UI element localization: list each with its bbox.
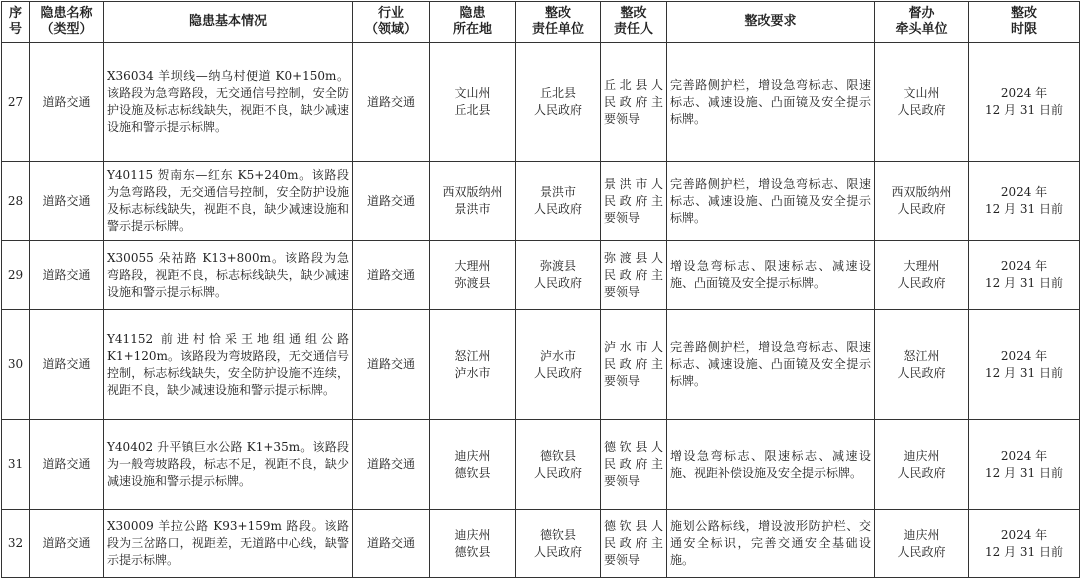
- row-deadline: 2024 年 12 月 31 日前: [969, 241, 1080, 310]
- header-person: 整改 责任人: [601, 2, 667, 43]
- row-deadline: 2024 年 12 月 31 日前: [969, 162, 1080, 241]
- hazard-table: [1, 1, 1080, 578]
- row-person: 德钦县人民政府主要领导: [601, 420, 667, 510]
- header-lead: 督办 牵头单位: [875, 2, 969, 43]
- row-person: 德钦县人民政府主要领导: [601, 510, 667, 578]
- row-person: 弥渡县人民政府主要领导: [601, 241, 667, 310]
- row-req: 施划公路标线，增设波形防护栏、交通安全标识，完善交通安全基础设施。: [667, 510, 875, 578]
- row-location: 西双版纳州 景洪市: [430, 162, 516, 241]
- row-no: 27: [2, 43, 30, 162]
- header-no: 序 号: [2, 2, 30, 43]
- row-lead: 迪庆州 人民政府: [875, 510, 969, 578]
- row-name: 道路交通: [30, 162, 104, 241]
- row-deadline: 2024 年 12 月 31 日前: [969, 420, 1080, 510]
- header-unit: 整改 责任单位: [516, 2, 601, 43]
- table-row: [2, 420, 1080, 510]
- row-req: 完善路侧护栏，增设急弯标志、限速标志、减速设施、凸面镜及安全提示标牌。: [667, 43, 875, 162]
- row-industry: 道路交通: [353, 162, 430, 241]
- table-row: [2, 241, 1080, 310]
- row-lead: 迪庆州 人民政府: [875, 420, 969, 510]
- row-industry: 道路交通: [353, 510, 430, 578]
- row-lead: 文山州 人民政府: [875, 43, 969, 162]
- header-industry: 行业 （领域）: [353, 2, 430, 43]
- row-deadline: 2024 年 12 月 31 日前: [969, 510, 1080, 578]
- row-location: 怒江州 泸水市: [430, 310, 516, 420]
- row-desc: Y40402 升平镇巨水公路 K1+35m。该路段为一般弯坡路段，标志不足，视距不良，缺少减速设施和警示提示标牌。: [104, 420, 353, 510]
- row-name: 道路交通: [30, 310, 104, 420]
- row-industry: 道路交通: [353, 43, 430, 162]
- row-req: 增设急弯标志、限速标志、减速设施、视距补偿设施及安全提示标牌。: [667, 420, 875, 510]
- row-unit: 弥渡县 人民政府: [516, 241, 601, 310]
- row-location: 迪庆州 德钦县: [430, 420, 516, 510]
- row-unit: 泸水市 人民政府: [516, 310, 601, 420]
- row-no: 29: [2, 241, 30, 310]
- row-unit: 丘北县 人民政府: [516, 43, 601, 162]
- row-desc: X30009 羊拉公路 K93+159m 路段。该路段为三岔路口，视距差，无道路中心线，缺警示提示标牌。: [104, 510, 353, 578]
- row-unit: 德钦县 人民政府: [516, 510, 601, 578]
- row-desc: Y41152 前进村恰采王地组通组公路 K1+120m。该路段为弯坡路段，无交通信号控制，标志标线缺失，安全防护设施不连续，视距不良，缺少减速设施和警示提示标牌。: [104, 310, 353, 420]
- row-desc: Y40115 贺南东—红东 K5+240m。该路段为急弯路段，无交通信号控制，安全防护设施及标志标线缺失，视距不良，缺少减速设施和警示提示标牌。: [104, 162, 353, 241]
- row-name: 道路交通: [30, 510, 104, 578]
- row-industry: 道路交通: [353, 310, 430, 420]
- row-no: 32: [2, 510, 30, 578]
- table-row: [2, 310, 1080, 420]
- row-deadline: 2024 年 12 月 31 日前: [969, 310, 1080, 420]
- row-lead: 大理州 人民政府: [875, 241, 969, 310]
- row-desc: X30055 朵祜路 K13+800m。该路段为急弯路段，视距不良，标志标线缺失，缺少减速设施和警示提示标牌。: [104, 241, 353, 310]
- row-lead: 西双版纳州 人民政府: [875, 162, 969, 241]
- row-deadline: 2024 年 12 月 31 日前: [969, 43, 1080, 162]
- row-desc: X36034 羊坝线—纳乌村便道 K0+150m。该路段为急弯路段，无交通信号控制，安全防护设施及标志标线缺失，视距不良，缺少减速设施和警示提示标牌。: [104, 43, 353, 162]
- row-name: 道路交通: [30, 241, 104, 310]
- table-row: [2, 510, 1080, 578]
- row-person: 丘北县人民政府主要领导: [601, 43, 667, 162]
- row-no: 31: [2, 420, 30, 510]
- row-industry: 道路交通: [353, 241, 430, 310]
- row-no: 30: [2, 310, 30, 420]
- row-req: 增设急弯标志、限速标志、减速设施、凸面镜及安全提示标牌。: [667, 241, 875, 310]
- row-unit: 德钦县 人民政府: [516, 420, 601, 510]
- row-person: 景洪市人民政府主要领导: [601, 162, 667, 241]
- row-req: 完善路侧护栏，增设急弯标志、限速标志、减速设施、凸面镜及安全提示标牌。: [667, 310, 875, 420]
- row-unit: 景洪市 人民政府: [516, 162, 601, 241]
- row-location: 迪庆州 德钦县: [430, 510, 516, 578]
- header-name: 隐患名称 （类型）: [30, 2, 104, 43]
- row-industry: 道路交通: [353, 420, 430, 510]
- row-no: 28: [2, 162, 30, 241]
- row-location: 文山州 丘北县: [430, 43, 516, 162]
- row-location: 大理州 弥渡县: [430, 241, 516, 310]
- header-row: [2, 2, 1080, 43]
- row-name: 道路交通: [30, 43, 104, 162]
- header-deadline: 整改 时限: [969, 2, 1080, 43]
- header-req: 整改要求: [667, 2, 875, 43]
- header-desc: 隐患基本情况: [104, 2, 353, 43]
- table-row: [2, 162, 1080, 241]
- row-name: 道路交通: [30, 420, 104, 510]
- header-location: 隐患 所在地: [430, 2, 516, 43]
- table-row: [2, 43, 1080, 162]
- row-lead: 怒江州 人民政府: [875, 310, 969, 420]
- row-req: 完善路侧护栏，增设急弯标志、限速标志、减速设施、凸面镜及安全提示标牌。: [667, 162, 875, 241]
- row-person: 泸水市人民政府主要领导: [601, 310, 667, 420]
